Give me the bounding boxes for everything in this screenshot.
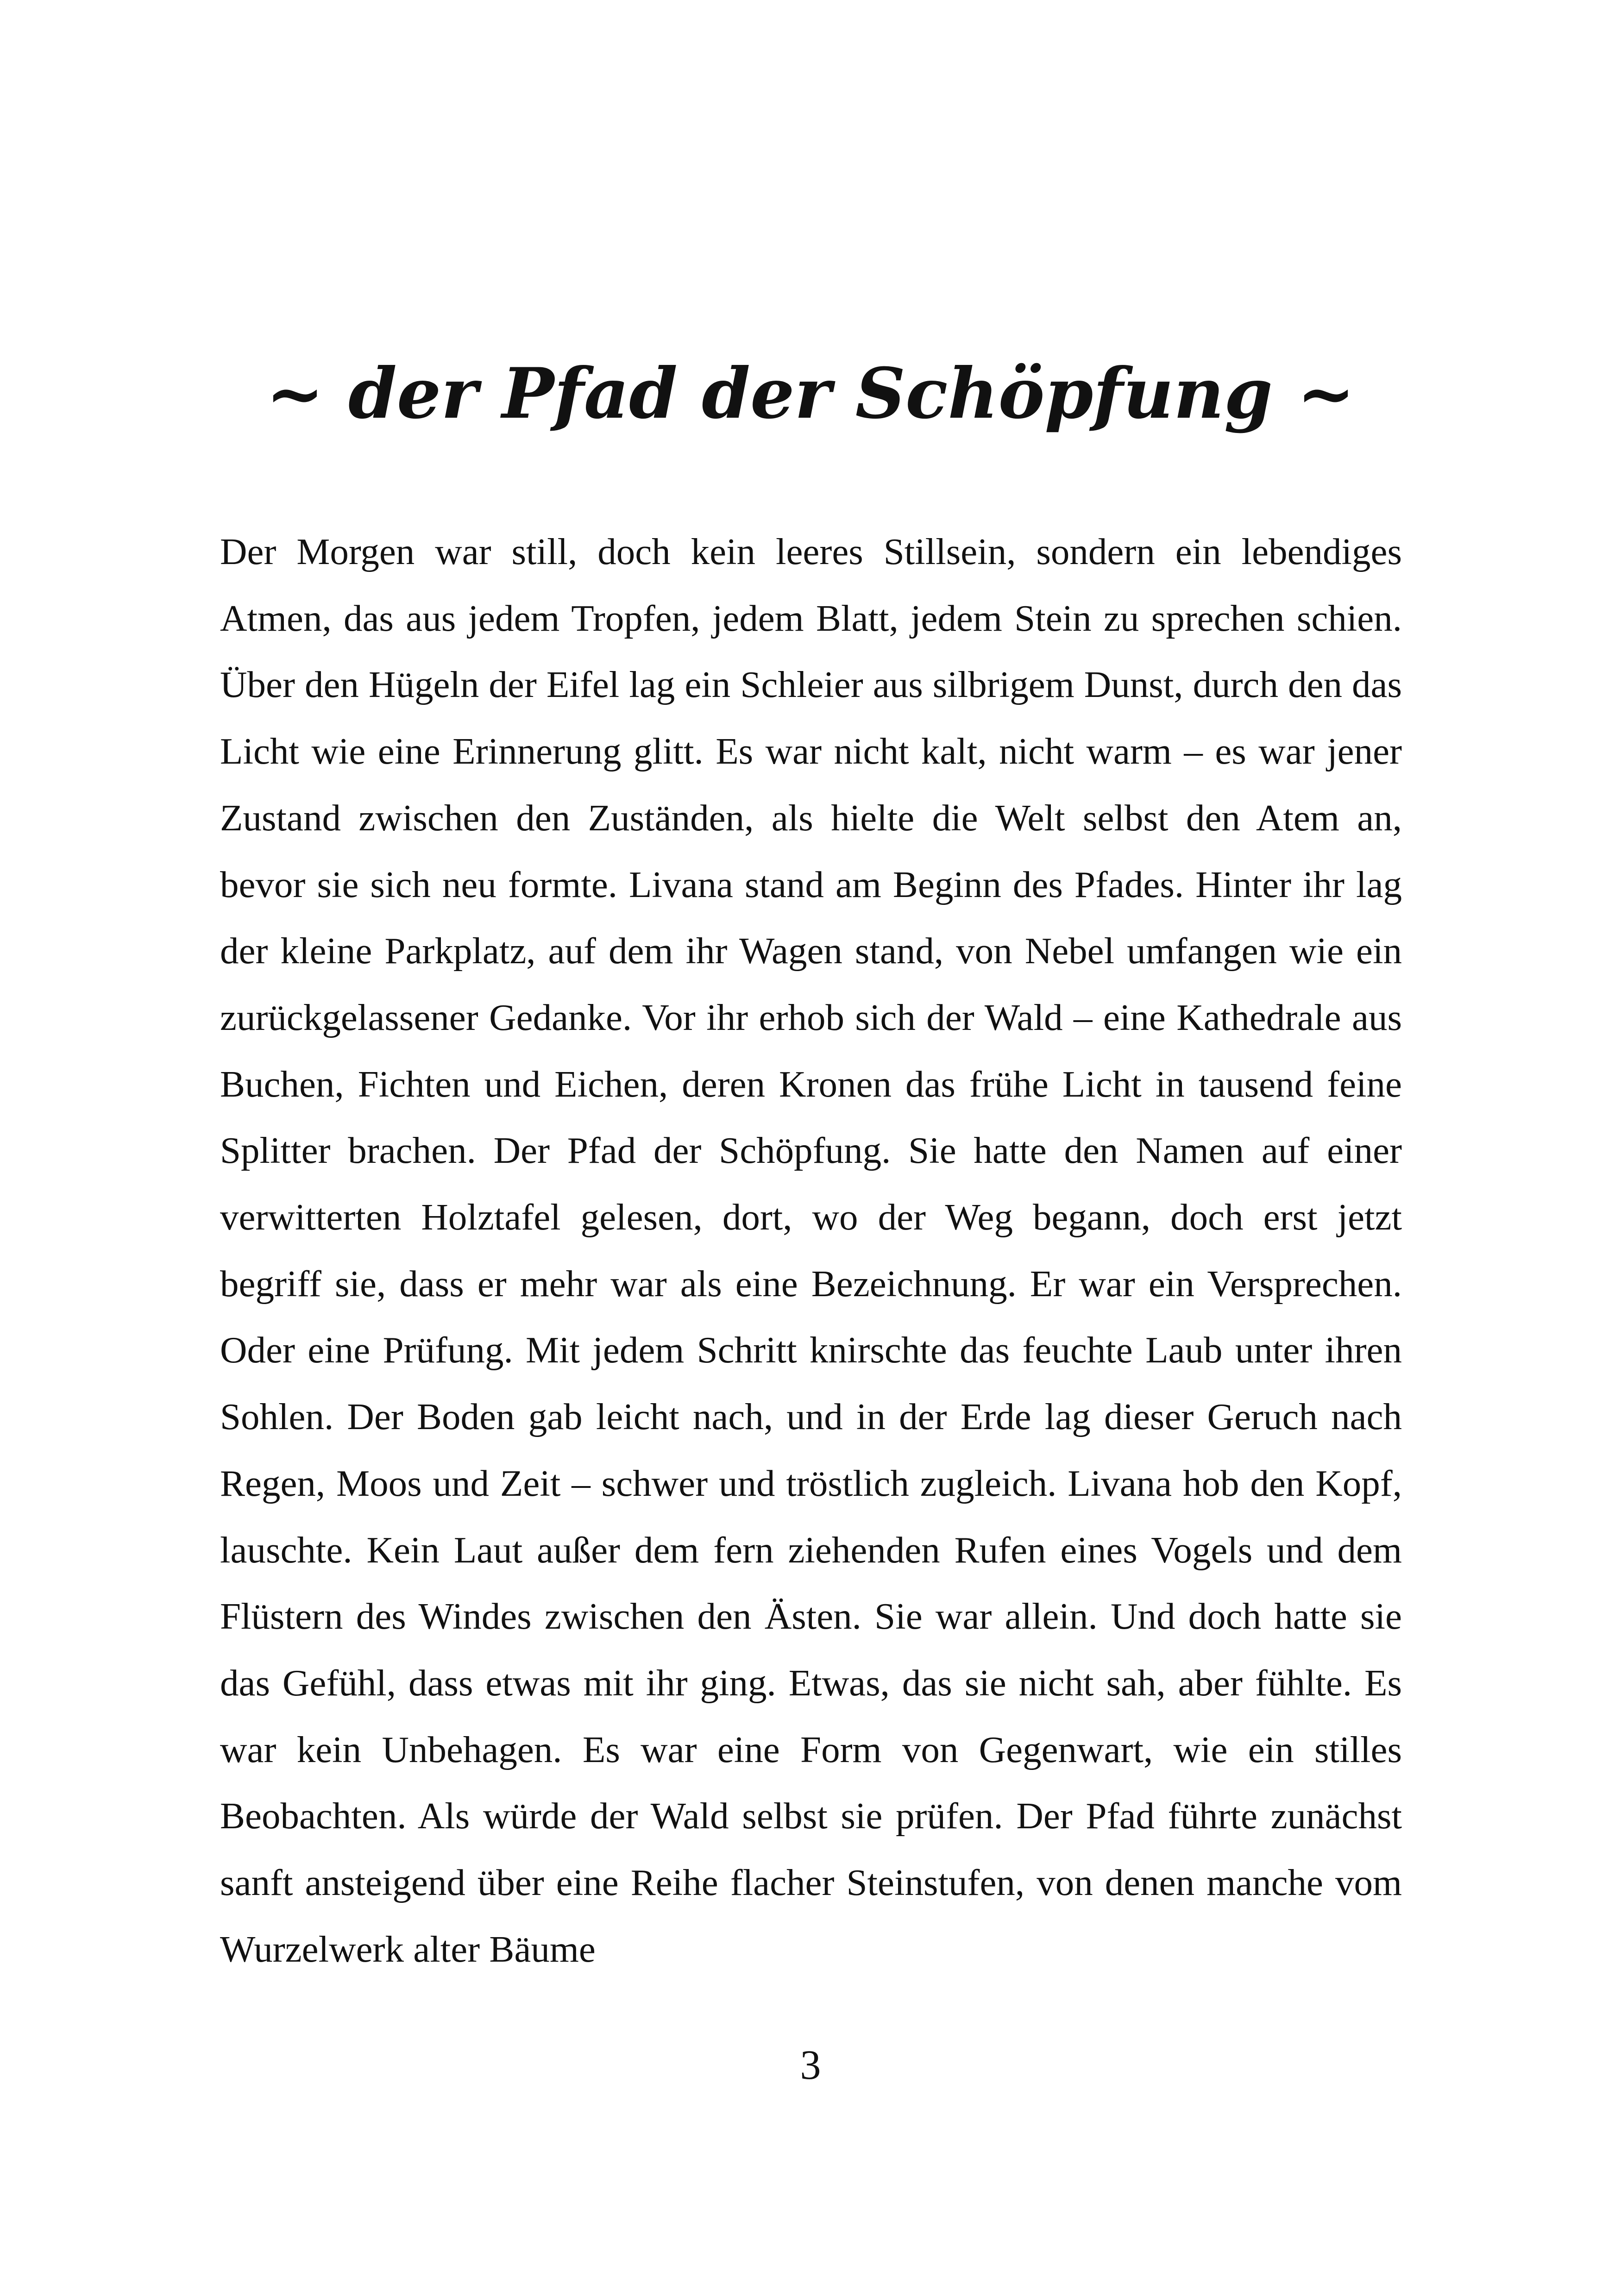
chapter-title: ~ der Pfad der Schöpfung ~ xyxy=(266,353,1355,434)
body-paragraph: Der Morgen war still, doch kein leeres Stillsein, sondern ein lebendiges Atmen, das aus jedem Tropfen, jedem Blatt, jedem Stein zu sprechen schien. Über den Hügeln der Eifel lag ein Schleier aus silbrigem Dunst, durch den das Licht wie eine Erinnerung glitt. Es war nicht kalt, nicht warm – es war jener Zustand zwischen den Zuständen, als hielte die Welt selbst den Atem an, bevor sie sich neu formte. Livana stand am Beginn des Pfades. Hinter ihr lag der kleine Parkplatz, auf dem ihr Wagen stand, von Nebel umfangen wie ein zurückgelassener Gedanke. Vor ihr erhob sich der Wald – eine Kathedrale aus Buchen, Fichten und Eichen, deren Kronen das frühe Licht in tausend feine Splitter brachen. Der Pfad der Schöpfung. Sie hatte den Namen auf einer verwitterten Holztafel gelesen, dort, wo der Weg begann, doch erst jetzt begriff sie, dass er mehr war als eine Bezeichnung. Er war ein Versprechen. Oder eine Prüfung. Mit jedem Schritt knirschte das feuchte Laub unter ihren Sohlen. Der Boden gab leicht nach, und in der Erde lag dieser Geruch nach Regen, Moos und Zeit – schwer und tröstlich zugleich. Livana hob den Kopf, lauschte. Kein Laut außer dem fern ziehenden Rufen eines Vogels und dem Flüstern des Windes zwischen den Ästen. Sie war allein. Und doch hatte sie das Gefühl, dass etwas mit ihr ging. Etwas, das sie nicht sah, aber fühlte. Es war kein Unbehagen. Es war eine Form von Gegenwart, wie ein stilles Beobachten. Als würde der Wald selbst sie prüfen. Der Pfad führte zunächst sanft ansteigend über eine Reihe flacher Steinstufen, von denen manche vom Wurzelwerk alter Bäume xyxy=(220,531,1402,1970)
page-number: 3 xyxy=(800,2042,821,2088)
